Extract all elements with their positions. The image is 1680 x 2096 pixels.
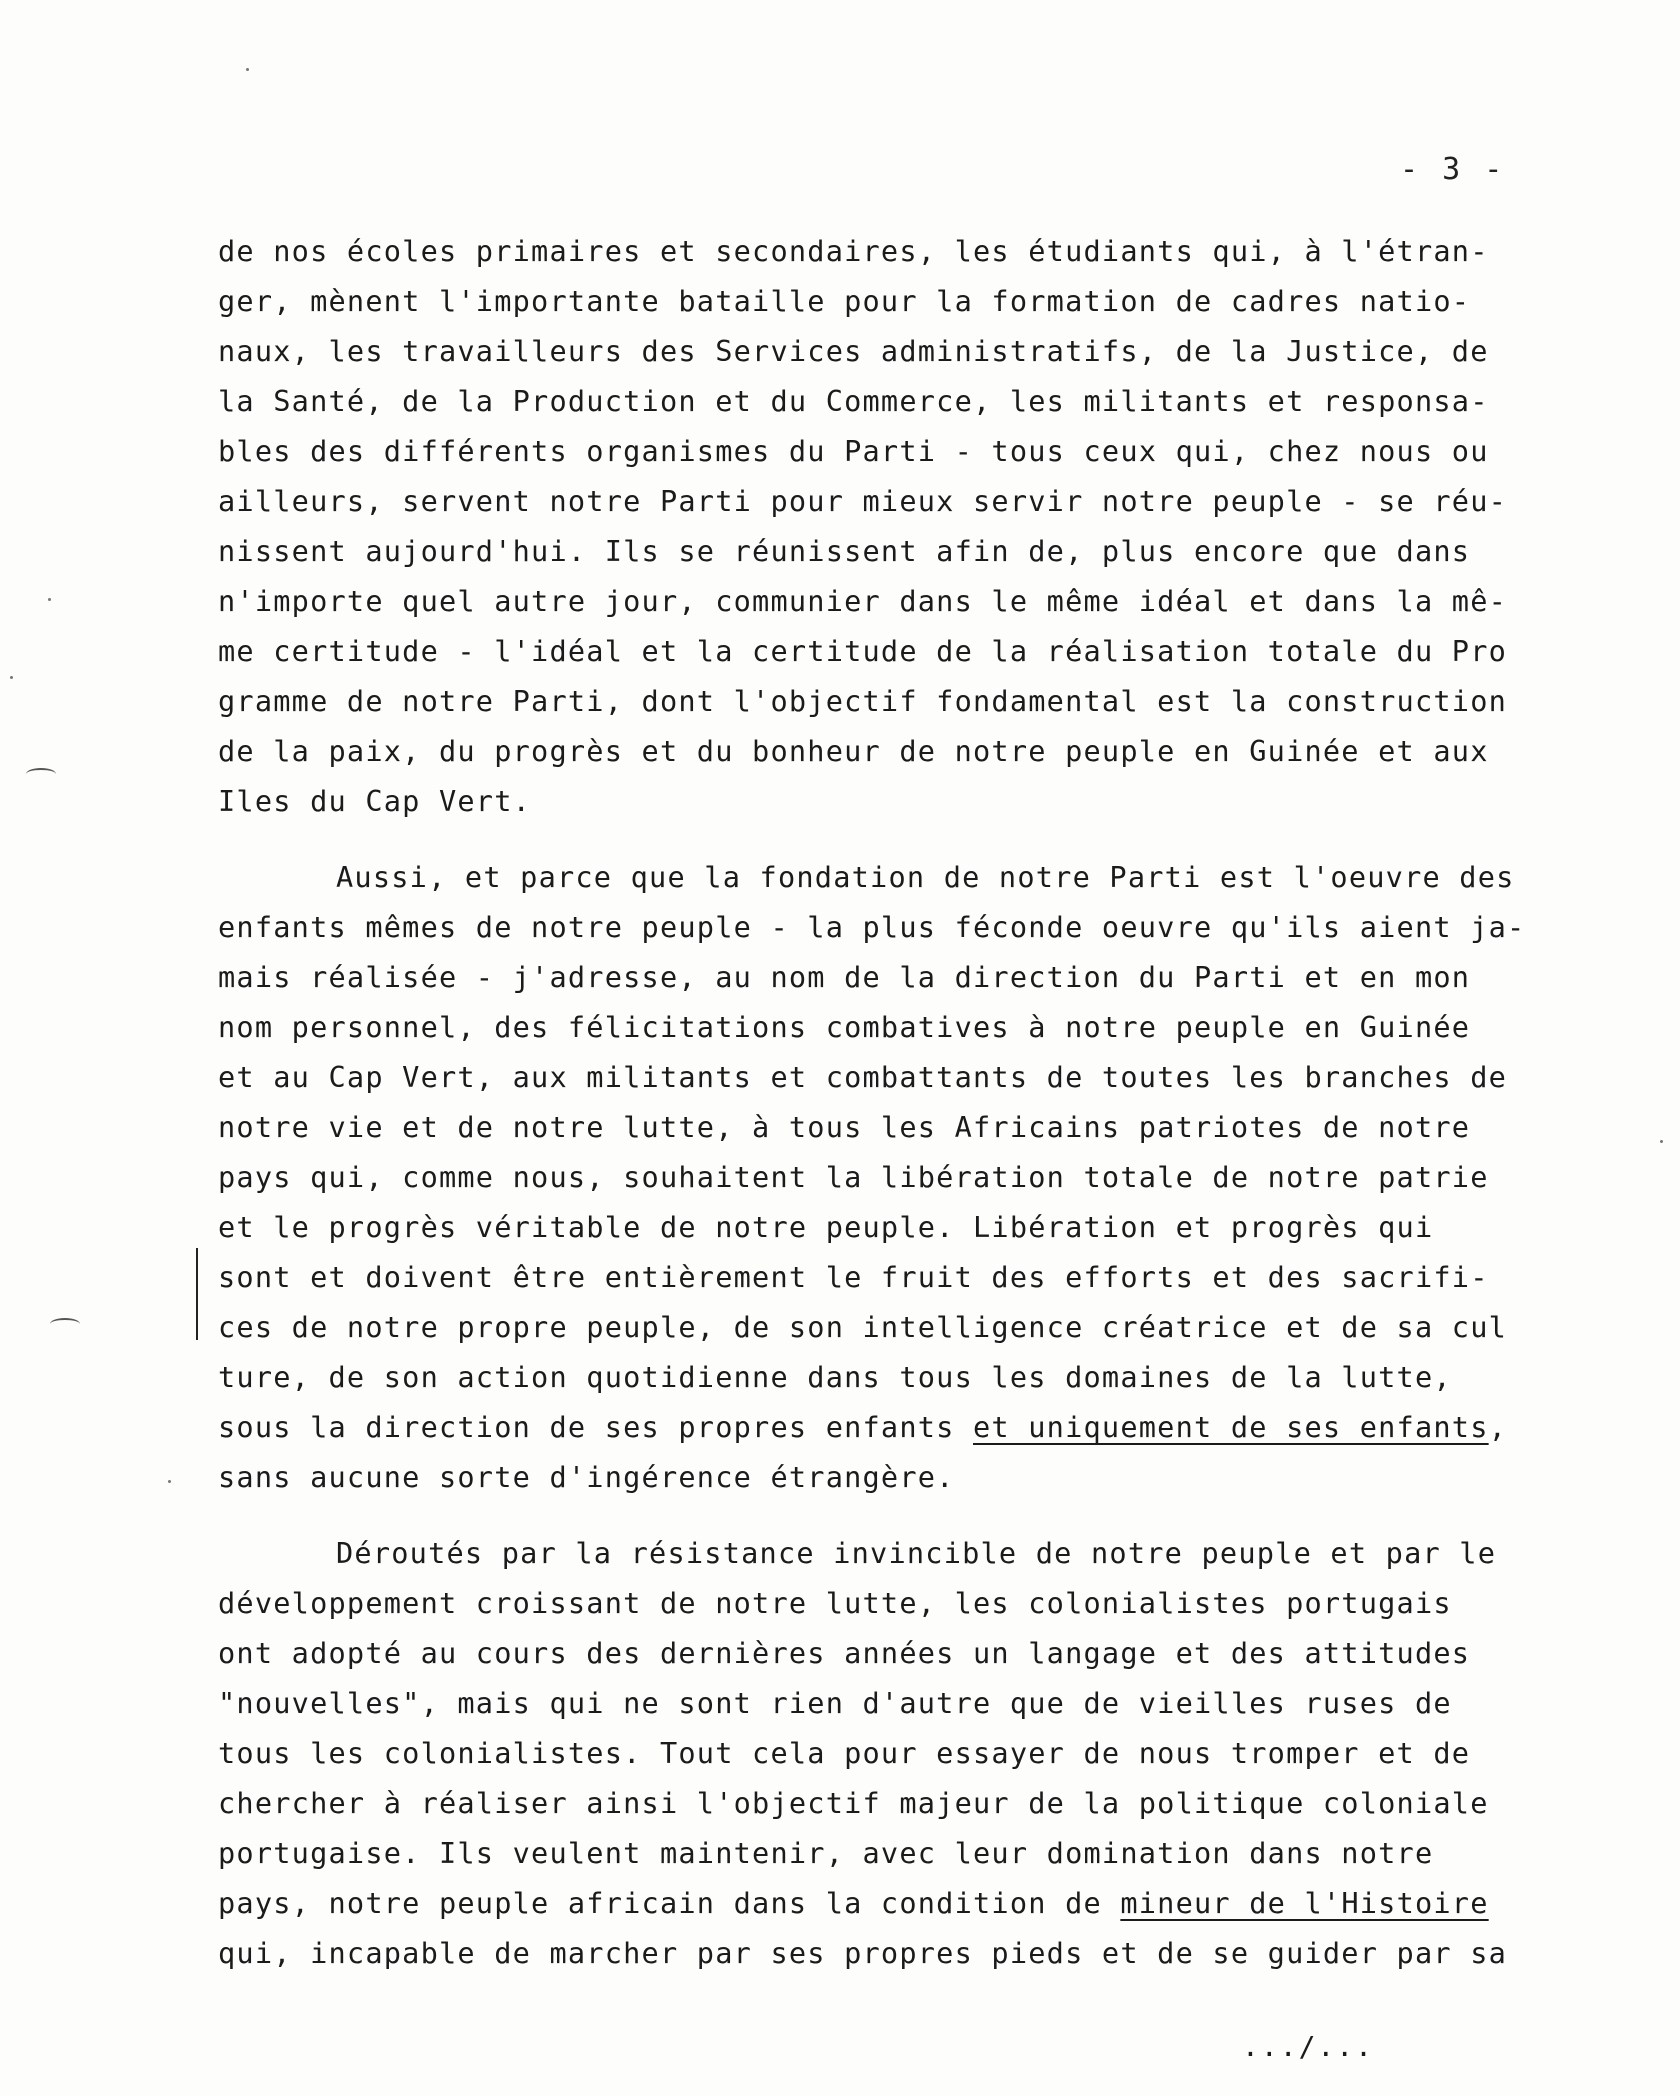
text-line: me certitude - l'idéal et la certitude de la réalisation totale du Pro	[218, 634, 1508, 668]
underlined-phrase: mineur de l'Histoire	[1120, 1886, 1489, 1920]
continuation-mark: .../...	[1242, 2030, 1375, 2063]
text-line: qui, incapable de marcher par ses propres pieds et de se guider par sa	[218, 1936, 1508, 1970]
text-fragment: ,	[1488, 1410, 1508, 1444]
text-line: naux, les travailleurs des Services administratifs, de la Justice, de	[218, 334, 1489, 368]
text-line-underlined	[218, 1878, 1638, 1928]
text-line: enfants mêmes de notre peuple - la plus féconde oeuvre qu'ils aient ja-	[218, 910, 1526, 944]
scan-mark	[26, 768, 56, 780]
underlined-phrase: et uniquement de ses enfants	[973, 1410, 1489, 1444]
scan-speck	[1660, 1140, 1663, 1143]
text-line: chercher à réaliser ainsi l'objectif majeur de la politique coloniale	[218, 1786, 1489, 1820]
paragraph-2	[218, 852, 1638, 1502]
text-line: "nouvelles", mais qui ne sont rien d'autre que de vieilles ruses de	[218, 1686, 1452, 1720]
text-line: Déroutés par la résistance invincible de notre peuple et par le	[336, 1536, 1497, 1570]
text-line: gramme de notre Parti, dont l'objectif fondamental est la construction	[218, 684, 1508, 718]
text-line: ger, mènent l'importante bataille pour la formation de cadres natio-	[218, 284, 1471, 318]
scan-mark	[50, 1318, 80, 1330]
text-line-underlined	[218, 1402, 1638, 1452]
scan-speck	[10, 676, 13, 679]
text-line: et le progrès véritable de notre peuple. Libération et progrès qui	[218, 1210, 1434, 1244]
text-line: Iles du Cap Vert.	[218, 784, 532, 818]
text-line: ture, de son action quotidienne dans tous les domaines de la lutte,	[218, 1360, 1452, 1394]
text-fragment: sous la direction de ses propres enfants	[218, 1410, 974, 1444]
text-line: de la paix, du progrès et du bonheur de notre peuple en Guinée et aux	[218, 734, 1489, 768]
text-line: de nos écoles primaires et secondaires, les étudiants qui, à l'étran-	[218, 234, 1489, 268]
text-line: mais réalisée - j'adresse, au nom de la direction du Parti et en mon	[218, 960, 1471, 994]
text-line: sans aucune sorte d'ingérence étrangère.	[218, 1460, 955, 1494]
text-line: ces de notre propre peuple, de son intelligence créatrice et de sa cul	[218, 1310, 1508, 1344]
text-line: ont adopté au cours des dernières années un langage et des attitudes	[218, 1636, 1471, 1670]
text-line: n'importe quel autre jour, communier dans le même idéal et dans la mê-	[218, 584, 1508, 618]
text-line: nissent aujourd'hui. Ils se réunissent afin de, plus encore que dans	[218, 534, 1471, 568]
margin-mark	[196, 1248, 198, 1340]
text-line: notre vie et de notre lutte, à tous les Africains patriotes de notre	[218, 1110, 1471, 1144]
text-line: ailleurs, servent notre Parti pour mieux servir notre peuple - se réu-	[218, 484, 1508, 518]
text-line: Aussi, et parce que la fondation de notre Parti est l'oeuvre des	[336, 860, 1515, 894]
text-line: nom personnel, des félicitations combatives à notre peuple en Guinée	[218, 1010, 1471, 1044]
text-line: tous les colonialistes. Tout cela pour essayer de nous tromper et de	[218, 1736, 1471, 1770]
text-line: portugaise. Ils veulent maintenir, avec leur domination dans notre	[218, 1836, 1434, 1870]
text-line: la Santé, de la Production et du Commerce, les militants et responsa-	[218, 384, 1489, 418]
text-line: et au Cap Vert, aux militants et combattants de toutes les branches de	[218, 1060, 1508, 1094]
page-number: - 3 -	[1400, 152, 1506, 187]
paragraph-3	[218, 1528, 1638, 1978]
paragraph-1	[218, 226, 1638, 826]
text-fragment: pays, notre peuple africain dans la condition de	[218, 1886, 1121, 1920]
scan-speck	[168, 1480, 171, 1483]
text-line: sont et doivent être entièrement le fruit des efforts et des sacrifi-	[218, 1260, 1489, 1294]
text-line: développement croissant de notre lutte, les colonialistes portugais	[218, 1586, 1452, 1620]
scan-speck	[246, 68, 249, 71]
text-line: pays qui, comme nous, souhaitent la libération totale de notre patrie	[218, 1160, 1489, 1194]
scan-speck	[48, 598, 51, 601]
text-line: bles des différents organismes du Parti - tous ceux qui, chez nous ou	[218, 434, 1489, 468]
